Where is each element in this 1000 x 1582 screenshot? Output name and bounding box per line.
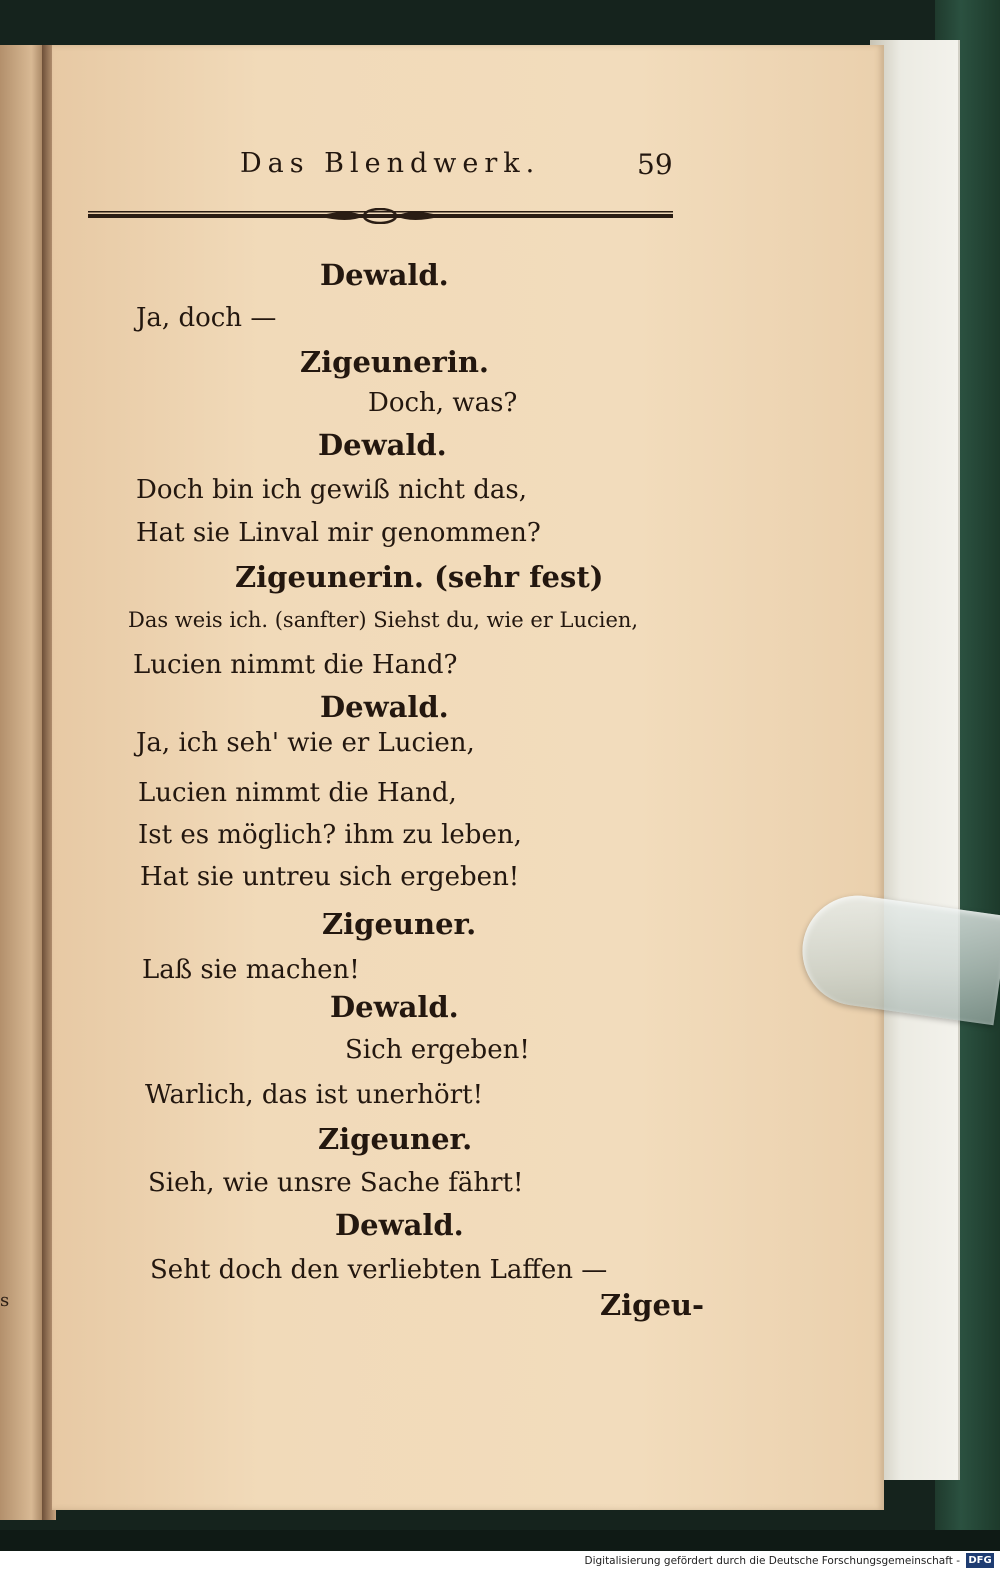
verse-line: Laß sie machen! [142,955,360,985]
verse-line: Ja, doch — [136,303,277,333]
verse-line: Seht doch den verliebten Laffen — [150,1255,608,1285]
verse-line: Hat sie untreu sich ergeben! [140,862,520,892]
verse-line: Doch, was? [368,388,518,418]
dfg-logo: DFG [966,1553,994,1568]
speaker-label: Dewald. [320,258,449,292]
verse-line: Sieh, wie unsre Sache fährt! [148,1168,524,1198]
verse-line: Lucien nimmt die Hand? [133,650,458,680]
ornamental-rule [88,208,673,224]
verse-line: Warlich, das ist unerhört! [145,1080,484,1110]
speaker-label: Zigeunerin. [300,345,490,379]
speaker-label: Dewald. [320,690,449,724]
verse-line: Ja, ich seh' wie er Lucien, [136,728,475,758]
page-number: 59 [637,148,673,181]
catchword: Zigeu- [600,1288,705,1322]
verse-line: Sich ergeben! [345,1035,530,1065]
digitization-credit: Digitalisierung gefördert durch die Deutsche Forschungsgemeinschaft - [584,1555,960,1567]
running-title: Das Blendwerk. [240,148,541,179]
verse-line: Lucien nimmt die Hand, [138,778,457,808]
speaker-label: Zigeuner. [318,1122,473,1156]
speaker-label: Zigeuner. [322,907,477,941]
speaker-label: Dewald. [335,1208,464,1242]
verse-line: Das weis ich. (sanfter) Siehst du, wie er Lucien, [128,608,639,632]
speaker-label: Dewald. [318,428,447,462]
left-page-fragment: s [0,1290,10,1311]
verse-line: Hat sie Linval mir genommen? [136,518,541,548]
verse-line: Ist es möglich? ihm zu leben, [138,820,522,850]
speaker-label: Dewald. [330,990,459,1024]
verse-line: Doch bin ich gewiß nicht das, [136,475,527,505]
speaker-label: Zigeunerin. (sehr fest) [235,560,604,594]
